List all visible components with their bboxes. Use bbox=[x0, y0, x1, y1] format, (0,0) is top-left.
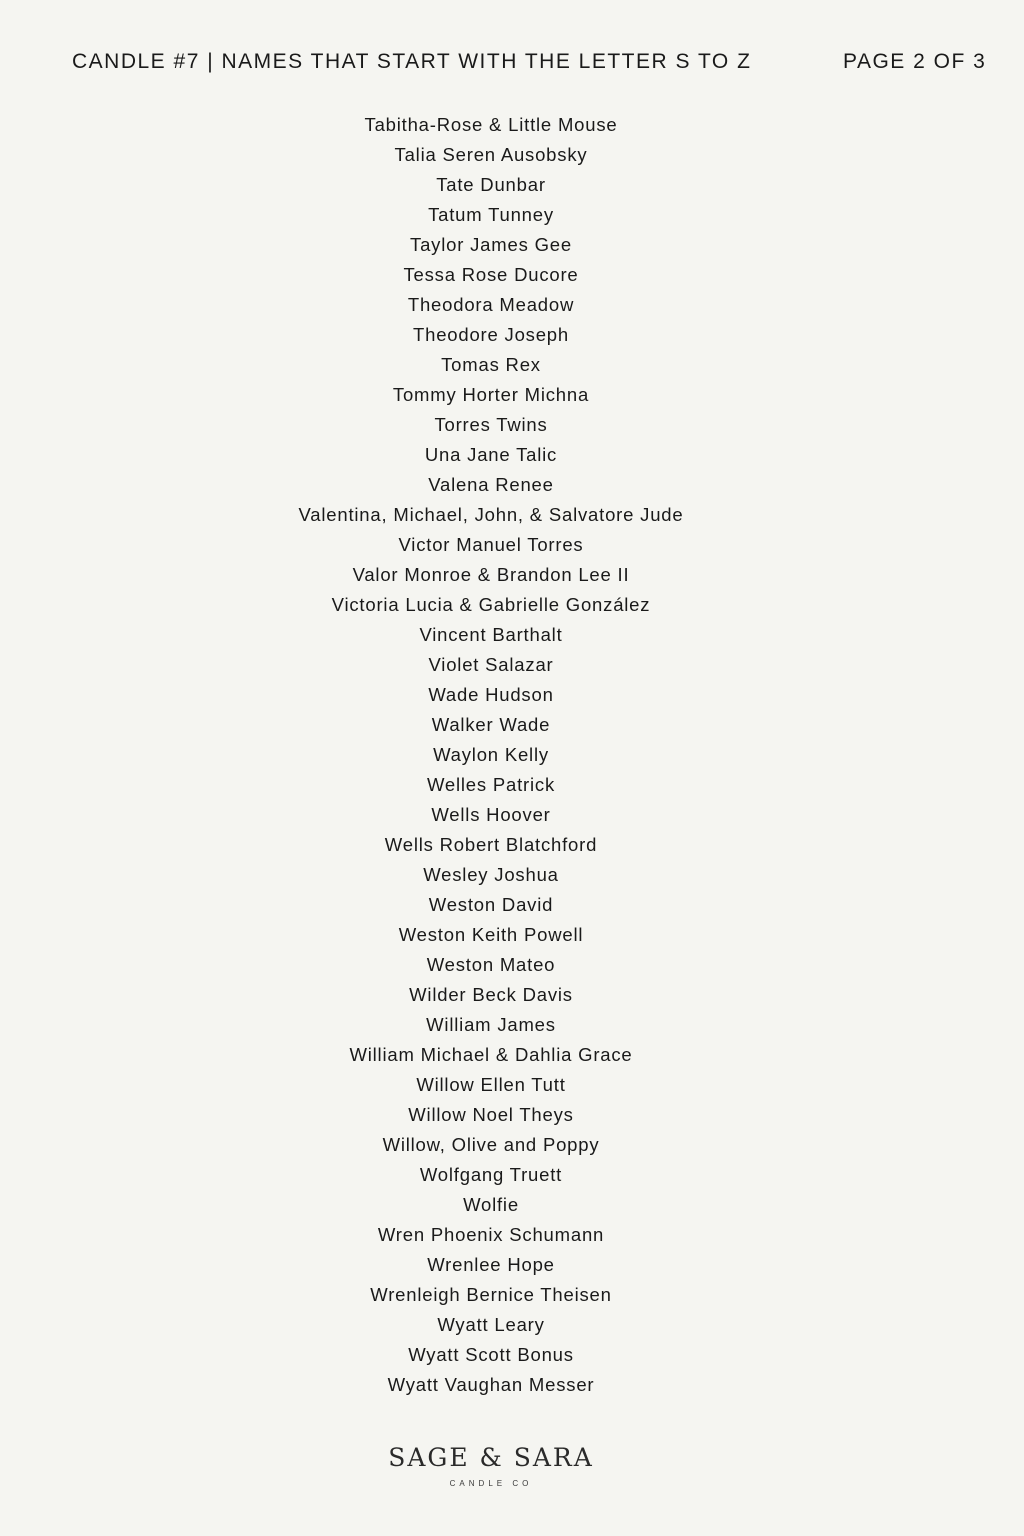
name-item: Wells Hoover bbox=[431, 804, 551, 825]
name-item: Tessa Rose Ducore bbox=[403, 264, 579, 285]
name-item: Willow Ellen Tutt bbox=[416, 1074, 566, 1095]
name-item: Una Jane Talic bbox=[424, 444, 558, 465]
name-item: Wren Phoenix Schumann bbox=[377, 1224, 605, 1245]
name-item: Valor Monroe & Brandon Lee II bbox=[352, 564, 630, 585]
name-item: Waylon Kelly bbox=[433, 744, 549, 765]
name-item: Victoria Lucia & Gabrielle González bbox=[331, 594, 651, 615]
name-item: Willow Noel Theys bbox=[408, 1104, 574, 1125]
name-item: Wade Hudson bbox=[428, 684, 554, 705]
name-item: Taylor James Gee bbox=[410, 234, 572, 255]
names-list bbox=[0, 110, 982, 1400]
name-item: Tommy Horter Michna bbox=[392, 384, 590, 405]
name-item: Wesley Joshua bbox=[423, 864, 559, 885]
name-item: Tate Dunbar bbox=[436, 174, 546, 195]
name-item: Wrenlee Hope bbox=[427, 1254, 555, 1275]
name-item: Tabitha-Rose & Little Mouse bbox=[364, 114, 618, 135]
name-item: Wyatt Leary bbox=[437, 1314, 545, 1335]
name-item: Weston David bbox=[428, 894, 554, 915]
name-item: Tomas Rex bbox=[441, 354, 541, 375]
name-item: William James bbox=[426, 1014, 556, 1035]
name-item: Theodore Joseph bbox=[413, 324, 569, 345]
brand-logo bbox=[0, 1440, 982, 1490]
name-item: Weston Mateo bbox=[426, 954, 556, 975]
name-item: Welles Patrick bbox=[426, 774, 556, 795]
brand-logo-name: SAGE & SARA bbox=[388, 1443, 594, 1472]
name-item: Wyatt Vaughan Messer bbox=[387, 1374, 595, 1395]
page-title: CANDLE #7 | NAMES THAT START WITH THE LETTER S TO Z bbox=[72, 50, 752, 73]
name-item: Willow, Olive and Poppy bbox=[382, 1134, 600, 1155]
name-item: Valentina, Michael, John, & Salvatore Jude bbox=[298, 504, 684, 525]
name-item: Wolfgang Truett bbox=[419, 1164, 563, 1185]
name-item: Torres Twins bbox=[434, 414, 548, 435]
name-item: Weston Keith Powell bbox=[398, 924, 584, 945]
name-item: Valena Renee bbox=[428, 474, 554, 495]
brand-logo-tagline: CANDLE CO bbox=[449, 1479, 533, 1488]
name-item: Victor Manuel Torres bbox=[398, 534, 584, 555]
name-item: Walker Wade bbox=[431, 714, 551, 735]
name-item: Vincent Barthalt bbox=[419, 624, 563, 645]
name-item: Wilder Beck Davis bbox=[409, 984, 573, 1005]
name-item: Wells Robert Blatchford bbox=[384, 834, 598, 855]
name-item: Theodora Meadow bbox=[407, 294, 575, 315]
name-item: Violet Salazar bbox=[428, 654, 554, 675]
name-item: Wolfie bbox=[463, 1194, 519, 1215]
name-item: Tatum Tunney bbox=[428, 204, 554, 225]
name-item: Talia Seren Ausobsky bbox=[394, 144, 588, 165]
name-item: William Michael & Dahlia Grace bbox=[349, 1044, 633, 1065]
page-number: PAGE 2 OF 3 bbox=[843, 50, 987, 73]
name-item: Wyatt Scott Bonus bbox=[408, 1344, 574, 1365]
name-item: Wrenleigh Bernice Theisen bbox=[370, 1284, 612, 1305]
